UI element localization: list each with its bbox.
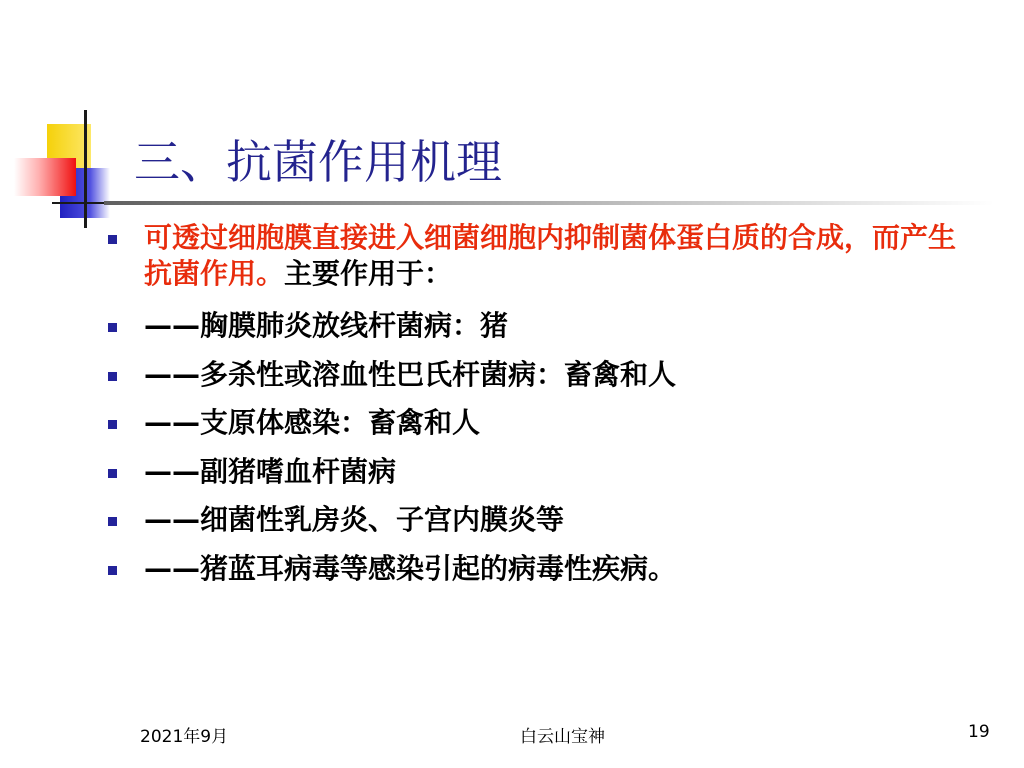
page-number: 19: [968, 722, 990, 742]
footer-date: 2021年9月: [140, 727, 229, 747]
list-item: [100, 308, 960, 357]
square-bullet-icon: [108, 517, 117, 526]
list-item-text: ——多杀性或溶血性巴氏杆菌病：畜禽和人: [144, 357, 677, 391]
corner-decoration: [0, 100, 140, 230]
highlight-text: 可透过细胞膜直接进入细菌细胞内抑制菌体蛋白质的合成，而产生抗菌作用。: [144, 221, 957, 290]
bullet-list: [100, 220, 960, 599]
list-item: [100, 357, 960, 406]
list-item-text: ——支原体感染：畜禽和人: [144, 406, 481, 439]
list-item-text: ——副猪嗜血杆菌病: [144, 454, 397, 488]
red-square: [14, 158, 76, 196]
square-bullet-icon: [108, 469, 117, 478]
footer-center-text: 白云山宝神: [520, 727, 605, 747]
square-bullet-icon: [108, 235, 117, 244]
body-text: 主要作用于：: [284, 257, 453, 290]
list-item: [100, 405, 960, 454]
list-item-text: ——猪蓝耳病毒等感染引起的病毒性疾病。: [144, 551, 677, 585]
title-underline: [104, 200, 994, 206]
list-item: [100, 502, 960, 551]
list-item: [100, 220, 960, 308]
square-bullet-icon: [108, 323, 117, 332]
list-item: [100, 454, 960, 503]
square-bullet-icon: [108, 420, 117, 429]
square-bullet-icon: [108, 372, 117, 381]
slide-title: 三、抗菌作用机理: [134, 135, 502, 189]
list-item-text: ——细菌性乳房炎、子宫内膜炎等: [144, 503, 565, 536]
list-item-text: ——胸膜肺炎放线杆菌病：猪: [144, 309, 509, 342]
square-bullet-icon: [108, 566, 117, 575]
vertical-line: [84, 110, 87, 228]
list-item: [100, 551, 960, 600]
